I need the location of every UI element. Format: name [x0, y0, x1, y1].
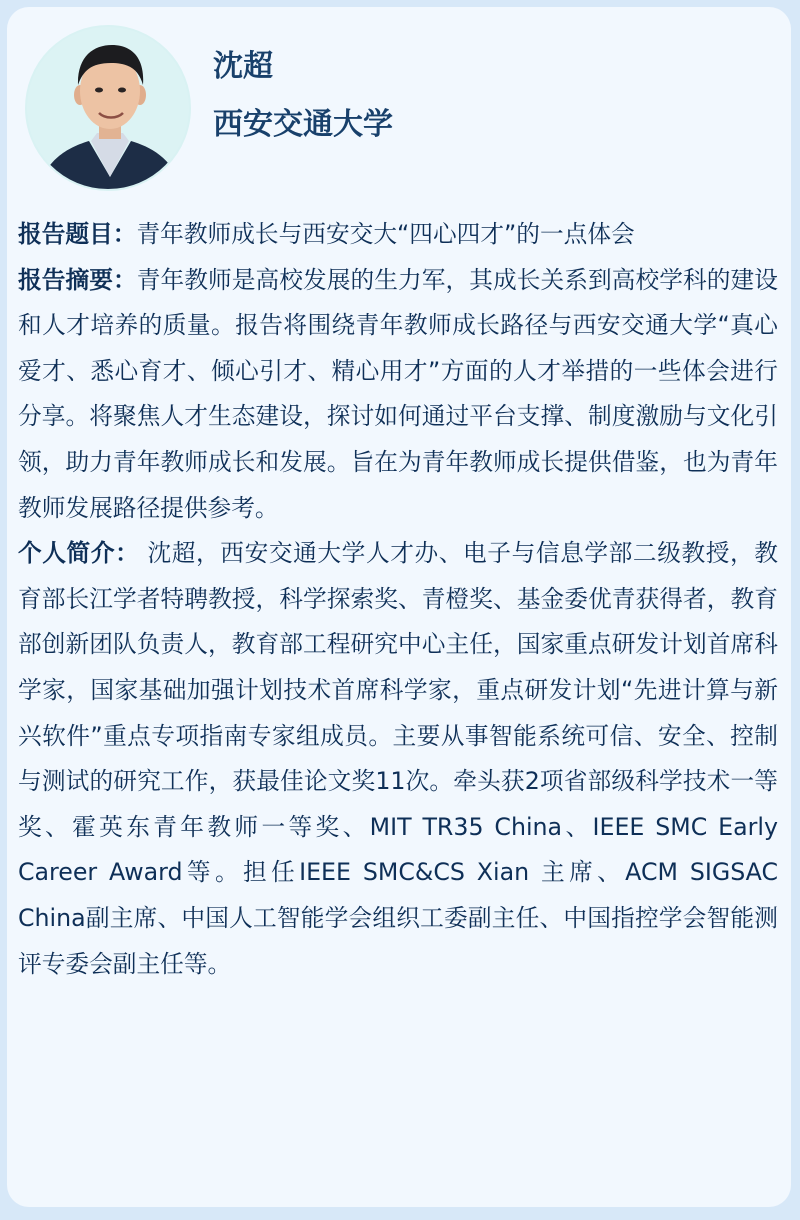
speaker-portrait-image	[27, 27, 191, 191]
bio-paragraph	[18, 531, 778, 987]
speaker-affiliation: 西安交通大学	[213, 107, 393, 142]
speaker-name: 沈超	[213, 49, 273, 84]
talk-details	[18, 212, 778, 987]
bio-label: 个人简介：	[18, 539, 140, 568]
abstract-paragraph	[18, 258, 778, 532]
talk-title-label: 报告题目：	[18, 220, 137, 248]
speaker-card	[7, 7, 791, 1207]
talk-title-text: 青年教师成长与西安交大“四心四才”的一点体会	[136, 220, 635, 248]
abstract-text: 青年教师是高校发展的生力军，其成长关系到高校学科的建设和人才培养的质量。报告将围绕青年教师成长路径与西安交通大学“真心爱才、悉心育才、倾心引才、精心用才”方面的人才举措的一些体会进行分享。将聚焦人才生态建设，探讨如何通过平台支撑、制度激励与文化引领，助力青年教师成长和发展。旨在为青年教师成长提供借鉴，也为青年教师发展路径提供参考。	[18, 265, 778, 522]
bio-text: 沈超，西安交通大学人才办、电子与信息学部二级教授，教育部长江学者特聘教授，科学探索奖、青橙奖、基金委优青获得者，教育部创新团队负责人，教育部工程研究中心主任，国家重点研发计划首席科学家，国家基础加强计划技术首席科学家，重点研发计划“先进计算与新兴软件”重点专项指南专家组成员。主要从事智能系统可信、安全、控制与测试的研究工作，获最佳论文奖11次。牵头获2项省部级科学技术一等奖、霍英东青年教师一等奖、MIT TR35 China、IEEE SMC Early Career Award等。担任IEEE SMC&CS Xian 主席、ACM SIGSAC China副主席、中国人工智能学会组织工委副主任、中国指控学会智能测评专委会副主任等。	[18, 539, 778, 978]
speaker-photo	[25, 25, 191, 191]
abstract-label: 报告摘要：	[18, 265, 137, 294]
talk-title-paragraph	[18, 212, 778, 258]
